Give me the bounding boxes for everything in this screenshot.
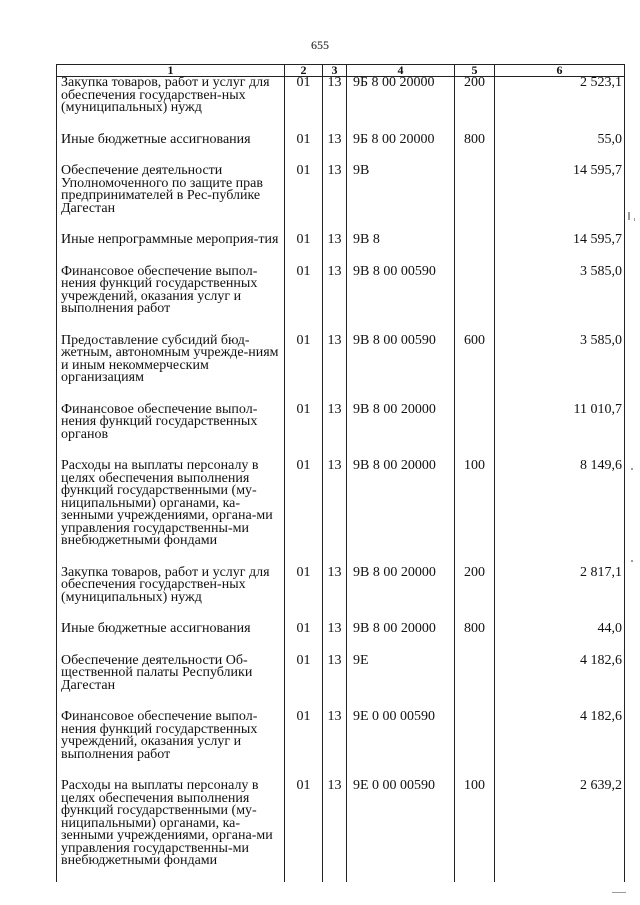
row-name: Иные бюджетные ассигнования xyxy=(57,623,285,655)
row-target-code: 9В xyxy=(347,165,455,234)
row-expense-type xyxy=(455,655,495,712)
row-subsection: 13 xyxy=(323,77,347,134)
table-row xyxy=(57,404,625,461)
row-subsection: 13 xyxy=(323,460,347,567)
row-target-code: 9В 8 00 00590 xyxy=(347,335,455,404)
row-section: 01 xyxy=(285,165,323,234)
row-expense-type: 100 xyxy=(455,460,495,567)
row-name: Финансовое обеспечение выпол-нения функций государственных органов xyxy=(57,404,285,461)
table-row xyxy=(57,655,625,712)
row-target-code: 9Е 0 00 00590 xyxy=(347,780,455,882)
row-expense-type: 200 xyxy=(455,567,495,624)
row-section: 01 xyxy=(285,623,323,655)
row-amount: 2 817,1 xyxy=(495,567,625,624)
row-section: 01 xyxy=(285,780,323,882)
row-amount: 4 182,6 xyxy=(495,655,625,712)
row-target-code: 9Е xyxy=(347,655,455,712)
scan-mark xyxy=(612,892,626,893)
header-col-5: 5 xyxy=(455,65,495,77)
table-body xyxy=(57,77,625,882)
row-expense-type: 800 xyxy=(455,623,495,655)
row-target-code: 9В 8 00 20000 xyxy=(347,404,455,461)
row-name: Закупка товаров, работ и услуг для обеспечения государствен-ных (муниципальных) нужд xyxy=(57,77,285,134)
row-section: 01 xyxy=(285,77,323,134)
row-target-code: 9В 8 00 20000 xyxy=(347,567,455,624)
row-name: Расходы на выплаты персоналу в целях обеспечения выполнения функций государственными (му-ниципальными) органами, ка-зенными учреждениями, органа-ми управления государственны-ми внебюджетными фондами xyxy=(57,780,285,882)
row-section: 01 xyxy=(285,234,323,266)
row-target-code: 9В 8 00 00590 xyxy=(347,266,455,335)
row-name: Иные непрограммные мероприя-тия xyxy=(57,234,285,266)
row-target-code: 9Б 8 00 20000 xyxy=(347,77,455,134)
table-row xyxy=(57,335,625,404)
table-row xyxy=(57,77,625,134)
row-name: Финансовое обеспечение выпол-нения функций государственных учреждений, оказания услуг и выполнения работ xyxy=(57,711,285,780)
row-amount: 2 523,1 xyxy=(495,77,625,134)
row-target-code: 9В 8 00 20000 xyxy=(347,460,455,567)
row-expense-type xyxy=(455,165,495,234)
row-expense-type: 200 xyxy=(455,77,495,134)
row-name: Иные бюджетные ассигнования xyxy=(57,134,285,166)
row-amount: 3 585,0 xyxy=(495,335,625,404)
row-section: 01 xyxy=(285,404,323,461)
row-amount: 55,0 xyxy=(495,134,625,166)
row-subsection: 13 xyxy=(323,780,347,882)
table-row xyxy=(57,460,625,567)
row-expense-type xyxy=(455,266,495,335)
header-col-2: 2 xyxy=(285,65,323,77)
scan-mark xyxy=(631,468,633,470)
row-amount: 14 595,7 xyxy=(495,165,625,234)
row-name: Финансовое обеспечение выпол-нения функций государственных учреждений, оказания услуг и выполнения работ xyxy=(57,266,285,335)
row-subsection: 13 xyxy=(323,165,347,234)
row-target-code: 9Е 0 00 00590 xyxy=(347,711,455,780)
row-name: Обеспечение деятельности Об-щественной палаты Республики Дагестан xyxy=(57,655,285,712)
row-subsection: 13 xyxy=(323,134,347,166)
table-row xyxy=(57,234,625,266)
scan-mark xyxy=(631,560,633,562)
row-subsection: 13 xyxy=(323,623,347,655)
table-row xyxy=(57,165,625,234)
row-expense-type: 800 xyxy=(455,134,495,166)
row-name: Закупка товаров, работ и услуг для обеспечения государствен-ных (муниципальных) нужд xyxy=(57,567,285,624)
row-section: 01 xyxy=(285,567,323,624)
row-expense-type xyxy=(455,234,495,266)
row-subsection: 13 xyxy=(323,266,347,335)
row-target-code: 9Б 8 00 20000 xyxy=(347,134,455,166)
row-amount: 44,0 xyxy=(495,623,625,655)
row-amount: 11 010,7 xyxy=(495,404,625,461)
page-number: 655 xyxy=(311,38,329,52)
row-amount: 3 585,0 xyxy=(495,266,625,335)
row-name: Расходы на выплаты персоналу в целях обеспечения выполнения функций государственными (му-ниципальными) органами, ка-зенными учреждениями, органа-ми управления государственны-ми внебюджетными фондами xyxy=(57,460,285,567)
row-name: Предоставление субсидий бюд-жетным, автономным учрежде-ниям и иным некоммерческим организациям xyxy=(57,335,285,404)
row-subsection: 13 xyxy=(323,567,347,624)
header-col-3: 3 xyxy=(323,65,347,77)
row-section: 01 xyxy=(285,266,323,335)
row-section: 01 xyxy=(285,335,323,404)
table-row xyxy=(57,134,625,166)
row-subsection: 13 xyxy=(323,655,347,712)
row-subsection: 13 xyxy=(323,711,347,780)
row-expense-type xyxy=(455,404,495,461)
row-expense-type: 600 xyxy=(455,335,495,404)
header-col-6: 6 xyxy=(495,65,625,77)
row-expense-type: 100 xyxy=(455,780,495,882)
row-subsection: 13 xyxy=(323,404,347,461)
header-col-4: 4 xyxy=(347,65,455,77)
row-amount: 4 182,6 xyxy=(495,711,625,780)
row-amount: 14 595,7 xyxy=(495,234,625,266)
row-target-code: 9В 8 xyxy=(347,234,455,266)
row-amount: 2 639,2 xyxy=(495,780,625,882)
table-row xyxy=(57,266,625,335)
row-target-code: 9В 8 00 20000 xyxy=(347,623,455,655)
row-amount: 8 149,6 xyxy=(495,460,625,567)
header-col-1: 1 xyxy=(57,65,285,77)
budget-table xyxy=(56,64,625,882)
row-subsection: 13 xyxy=(323,335,347,404)
scan-mark xyxy=(628,212,630,220)
row-section: 01 xyxy=(285,134,323,166)
table-row xyxy=(57,711,625,780)
row-section: 01 xyxy=(285,460,323,567)
row-section: 01 xyxy=(285,711,323,780)
table-row xyxy=(57,623,625,655)
table-row xyxy=(57,567,625,624)
row-section: 01 xyxy=(285,655,323,712)
scan-mark xyxy=(634,218,635,221)
row-subsection: 13 xyxy=(323,234,347,266)
table-row xyxy=(57,780,625,882)
row-expense-type xyxy=(455,711,495,780)
row-name: Обеспечение деятельности Уполномоченного по защите прав предпринимателей в Рес-публике Дагестан xyxy=(57,165,285,234)
